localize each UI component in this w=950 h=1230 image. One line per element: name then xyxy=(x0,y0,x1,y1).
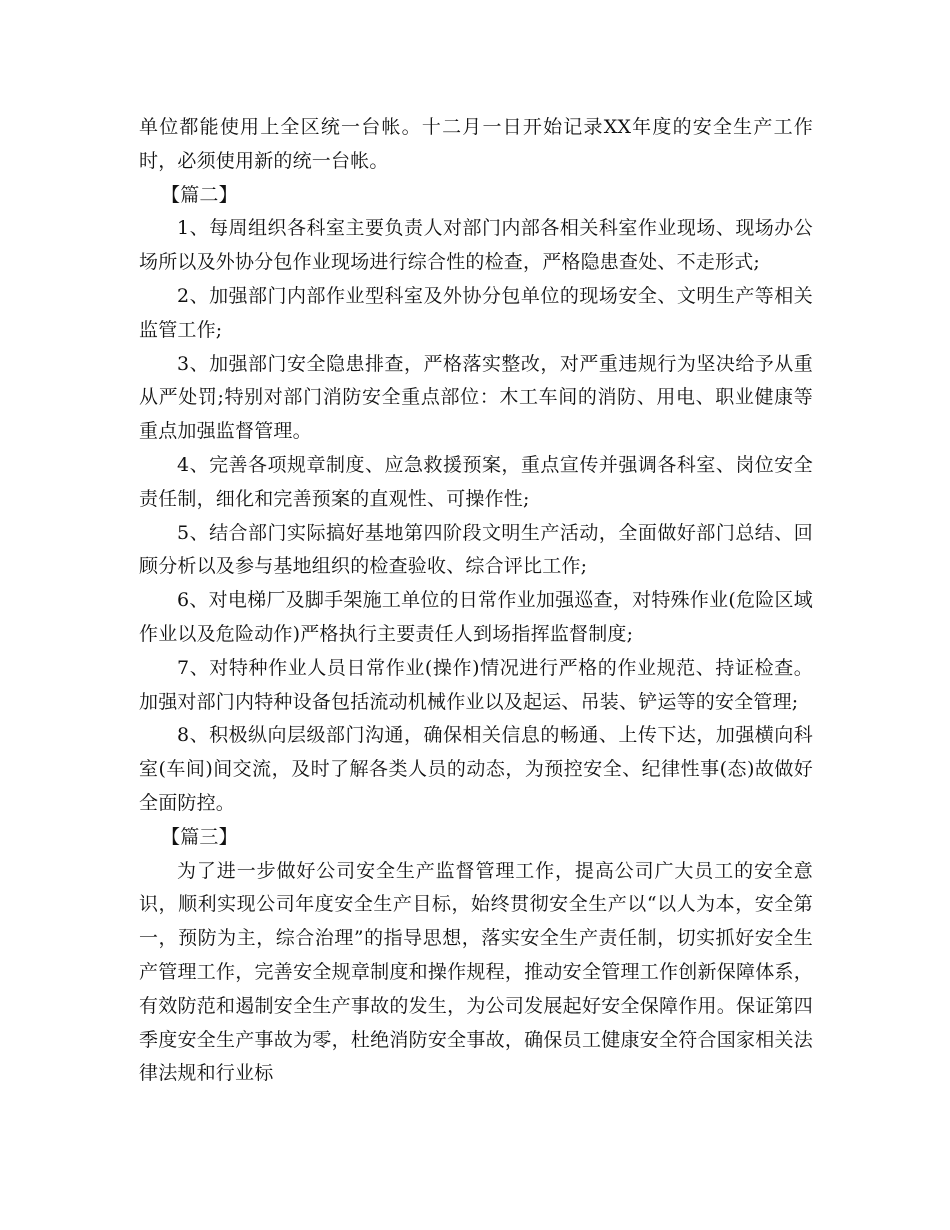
paragraph-intro-continuation: 单位都能使用上全区统一台帐。十二月一日开始记录XX年度的安全生产工作时，必须使用新的统一台帐。 xyxy=(139,116,813,172)
section-heading-part-three: 【篇三】 xyxy=(161,825,238,848)
list-item-2: 2、加强部门内部作业型科室及外协分包单位的现场安全、文明生产等相关监管工作; xyxy=(139,284,813,341)
list-item-1: 1、每周组织各科室主要负责人对部门内部各相关科室作业现场、现场办公场所以及外协分包作业现场进行综合性的检查，严格隐患查处、不走形式; xyxy=(139,217,813,274)
body-paragraph-part-three: 为了进一步做好公司安全生产监督管理工作，提高公司广大员工的安全意识，顺利实现公司年度安全生产目标，始终贯彻安全生产以“以人为本，安全第一，预防为主，综合治理”的指导思想，落实安全生产责任制，切实抓好安全生产管理工作，完善安全规章制度和操作规程，推动安全管理工作创新保障体系，有效防范和遏制安全生产事故的发生，为公司发展起好安全保障作用。保证第四季度安全生产事故为零，杜绝消防安全事故，确保员工健康安全符合国家相关法律法规和行业标 xyxy=(139,859,813,1085)
list-item-8: 8、积极纵向层级部门沟通，确保相关信息的畅通、上传下达，加强横向科室(车间)间交流，及时了解各类人员的动态，为预控安全、纪律性事(态)故做好全面防控。 xyxy=(139,724,813,814)
list-item-6: 6、对电梯厂及脚手架施工单位的日常作业加强巡查，对特殊作业(危险区域作业以及危险动作)严格执行主要责任人到场指挥监督制度; xyxy=(139,589,813,645)
list-item-3: 3、加强部门安全隐患排查，严格落实整改，对严重违规行为坚决给予从重从严处罚;特别对部门消防安全重点部位：木工车间的消防、用电、职业健康等重点加强监督管理。 xyxy=(139,352,813,443)
document-page xyxy=(139,111,813,1091)
list-item-4: 4、完善各项规章制度、应急救援预案，重点宣传并强调各科室、岗位安全责任制，细化和完善预案的直观性、可操作性; xyxy=(139,453,813,510)
list-item-7: 7、对特种作业人员日常作业(操作)情况进行严格的作业规范、持证检查。加强对部门内特种设备包括流动机械作业以及起运、吊装、铲运等的安全管理; xyxy=(139,656,813,713)
list-item-5: 5、结合部门实际搞好基地第四阶段文明生产活动，全面做好部门总结、回顾分析以及参与基地组织的检查验收、综合评比工作; xyxy=(139,521,813,578)
section-heading-part-two: 【篇二】 xyxy=(161,183,238,206)
